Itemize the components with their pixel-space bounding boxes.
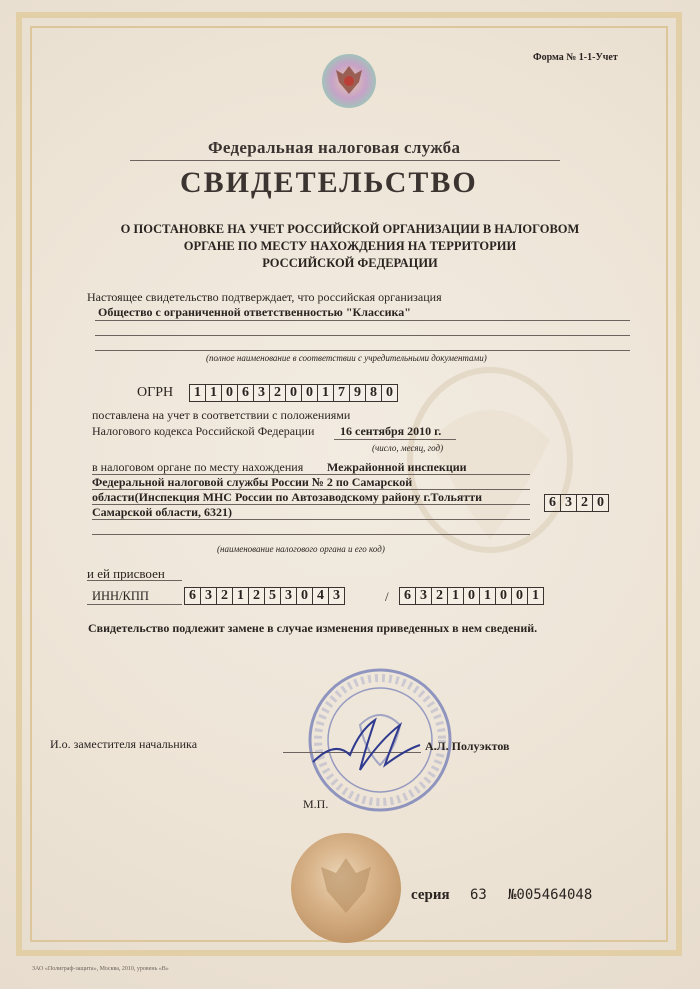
tax-office-line: Федеральной налоговой службы России № 2 по Самарской bbox=[92, 475, 413, 489]
series-value: 63 bbox=[470, 887, 487, 903]
registration-date: 16 сентября 2010 г. bbox=[340, 424, 442, 438]
digit-box: 7 bbox=[333, 384, 350, 402]
digit-box: 0 bbox=[381, 384, 398, 402]
tax-office-line: Межрайонной инспекции bbox=[327, 460, 467, 474]
org-line-2 bbox=[95, 335, 630, 336]
tax-office-line: Самарской области, 6321) bbox=[92, 505, 232, 519]
tax-office-intro: в налоговом органе по месту нахождения bbox=[92, 460, 304, 474]
digit-box: 3 bbox=[415, 587, 432, 605]
inn-kpp-separator: / bbox=[385, 589, 389, 604]
digit-box: 3 bbox=[328, 587, 345, 605]
digit-box: 0 bbox=[592, 494, 609, 512]
replacement-notice: Свидетельство подлежит замене в случае изменения приведенных в нем сведений. bbox=[88, 621, 538, 635]
double-headed-eagle-icon bbox=[322, 54, 376, 108]
digit-box: 9 bbox=[349, 384, 366, 402]
digit-box: 0 bbox=[285, 384, 302, 402]
ogrn-digit-boxes bbox=[190, 384, 398, 402]
form-number: Форма № 1-1-Учет bbox=[533, 52, 618, 63]
digit-box: 1 bbox=[479, 587, 496, 605]
eagle-emblem-icon bbox=[291, 833, 401, 943]
digit-box: 1 bbox=[527, 587, 544, 605]
stamp-place-label: М.П. bbox=[303, 797, 329, 811]
office-line-3 bbox=[92, 504, 530, 505]
inn-digit-boxes bbox=[185, 587, 345, 605]
digit-box: 2 bbox=[576, 494, 593, 512]
digit-box: 2 bbox=[269, 384, 286, 402]
digit-box: 0 bbox=[301, 384, 318, 402]
digit-box: 2 bbox=[248, 587, 265, 605]
inn-kpp-underline bbox=[87, 604, 182, 605]
digit-box: 5 bbox=[264, 587, 281, 605]
digit-box: 0 bbox=[296, 587, 313, 605]
assigned-text: и ей присвоен bbox=[87, 566, 165, 581]
certificate-number: №005464048 bbox=[508, 887, 593, 903]
office-line-2 bbox=[92, 489, 530, 490]
digit-box: 3 bbox=[280, 587, 297, 605]
tax-office-line: области(Инспекция МНС России по Автозаводскому району г.Тольятти bbox=[92, 490, 483, 504]
organization-name: Общество с ограниченной ответственностью "Классика" bbox=[98, 305, 411, 319]
date-note: (число, месяц, год) bbox=[372, 443, 444, 453]
subtitle-line: РОССИЙСКОЙ ФЕДЕРАЦИИ bbox=[262, 256, 438, 270]
org-name-note: (полное наименование в соответствии с учредительными документами) bbox=[206, 353, 487, 363]
org-line-1 bbox=[95, 320, 630, 321]
digit-box: 0 bbox=[463, 587, 480, 605]
digit-box: 1 bbox=[205, 384, 222, 402]
signer-name: А.Л. Полуэктов bbox=[425, 739, 510, 753]
org-line-3 bbox=[95, 350, 630, 351]
digit-box: 0 bbox=[221, 384, 238, 402]
office-line-1 bbox=[92, 474, 530, 475]
office-line-5 bbox=[92, 534, 530, 535]
golden-hologram-seal bbox=[291, 833, 401, 943]
inn-kpp-label: ИНН/КПП bbox=[92, 589, 149, 603]
registered-text-1: поставлена на учет в соответствии с положениями bbox=[92, 408, 351, 422]
kpp-digit-boxes bbox=[400, 587, 544, 605]
handwritten-signature bbox=[305, 700, 425, 780]
digit-box: 2 bbox=[216, 587, 233, 605]
agency-name: Федеральная налоговая служба bbox=[208, 138, 461, 157]
office-line-4 bbox=[92, 519, 530, 520]
confirm-text: Настоящее свидетельство подтверждает, что российская организация bbox=[87, 290, 442, 304]
digit-box: 1 bbox=[447, 587, 464, 605]
page-title: СВИДЕТЕЛЬСТВО bbox=[180, 166, 478, 199]
subtitle-line: О ПОСТАНОВКЕ НА УЧЕТ РОССИЙСКОЙ ОРГАНИЗАЦИИ В НАЛОГОВОМ bbox=[120, 222, 580, 236]
digit-box: 8 bbox=[365, 384, 382, 402]
digit-box: 0 bbox=[495, 587, 512, 605]
digit-box: 3 bbox=[200, 587, 217, 605]
digit-box: 3 bbox=[253, 384, 270, 402]
ogrn-label: ОГРН bbox=[137, 385, 174, 400]
digit-box: 2 bbox=[431, 587, 448, 605]
agency-underline bbox=[130, 160, 560, 161]
date-underline bbox=[334, 439, 456, 440]
digit-box: 6 bbox=[184, 587, 201, 605]
digit-box: 6 bbox=[237, 384, 254, 402]
digit-box: 1 bbox=[232, 587, 249, 605]
digit-box: 6 bbox=[544, 494, 561, 512]
printer-note: ЗАО «Полиграф-защита», Москва, 2010, уровень «В» bbox=[32, 966, 169, 972]
digit-box: 6 bbox=[399, 587, 416, 605]
signer-position: И.о. заместителя начальника bbox=[50, 737, 198, 751]
subtitle-line: ОРГАНЕ ПО МЕСТУ НАХОЖДЕНИЯ НА ТЕРРИТОРИИ bbox=[183, 239, 517, 253]
digit-box: 4 bbox=[312, 587, 329, 605]
hologram-emblem bbox=[322, 54, 376, 108]
digit-box: 3 bbox=[560, 494, 577, 512]
series-label: серия bbox=[411, 887, 450, 903]
registered-text-2: Налогового кодекса Российской Федерации bbox=[92, 424, 315, 438]
digit-box: 0 bbox=[511, 587, 528, 605]
tax-office-code-boxes bbox=[545, 494, 609, 512]
assigned-underline bbox=[87, 580, 182, 581]
digit-box: 1 bbox=[317, 384, 334, 402]
digit-box: 1 bbox=[189, 384, 206, 402]
subtitle bbox=[0, 221, 700, 272]
tax-office-note: (наименование налогового органа и его код) bbox=[217, 544, 385, 554]
